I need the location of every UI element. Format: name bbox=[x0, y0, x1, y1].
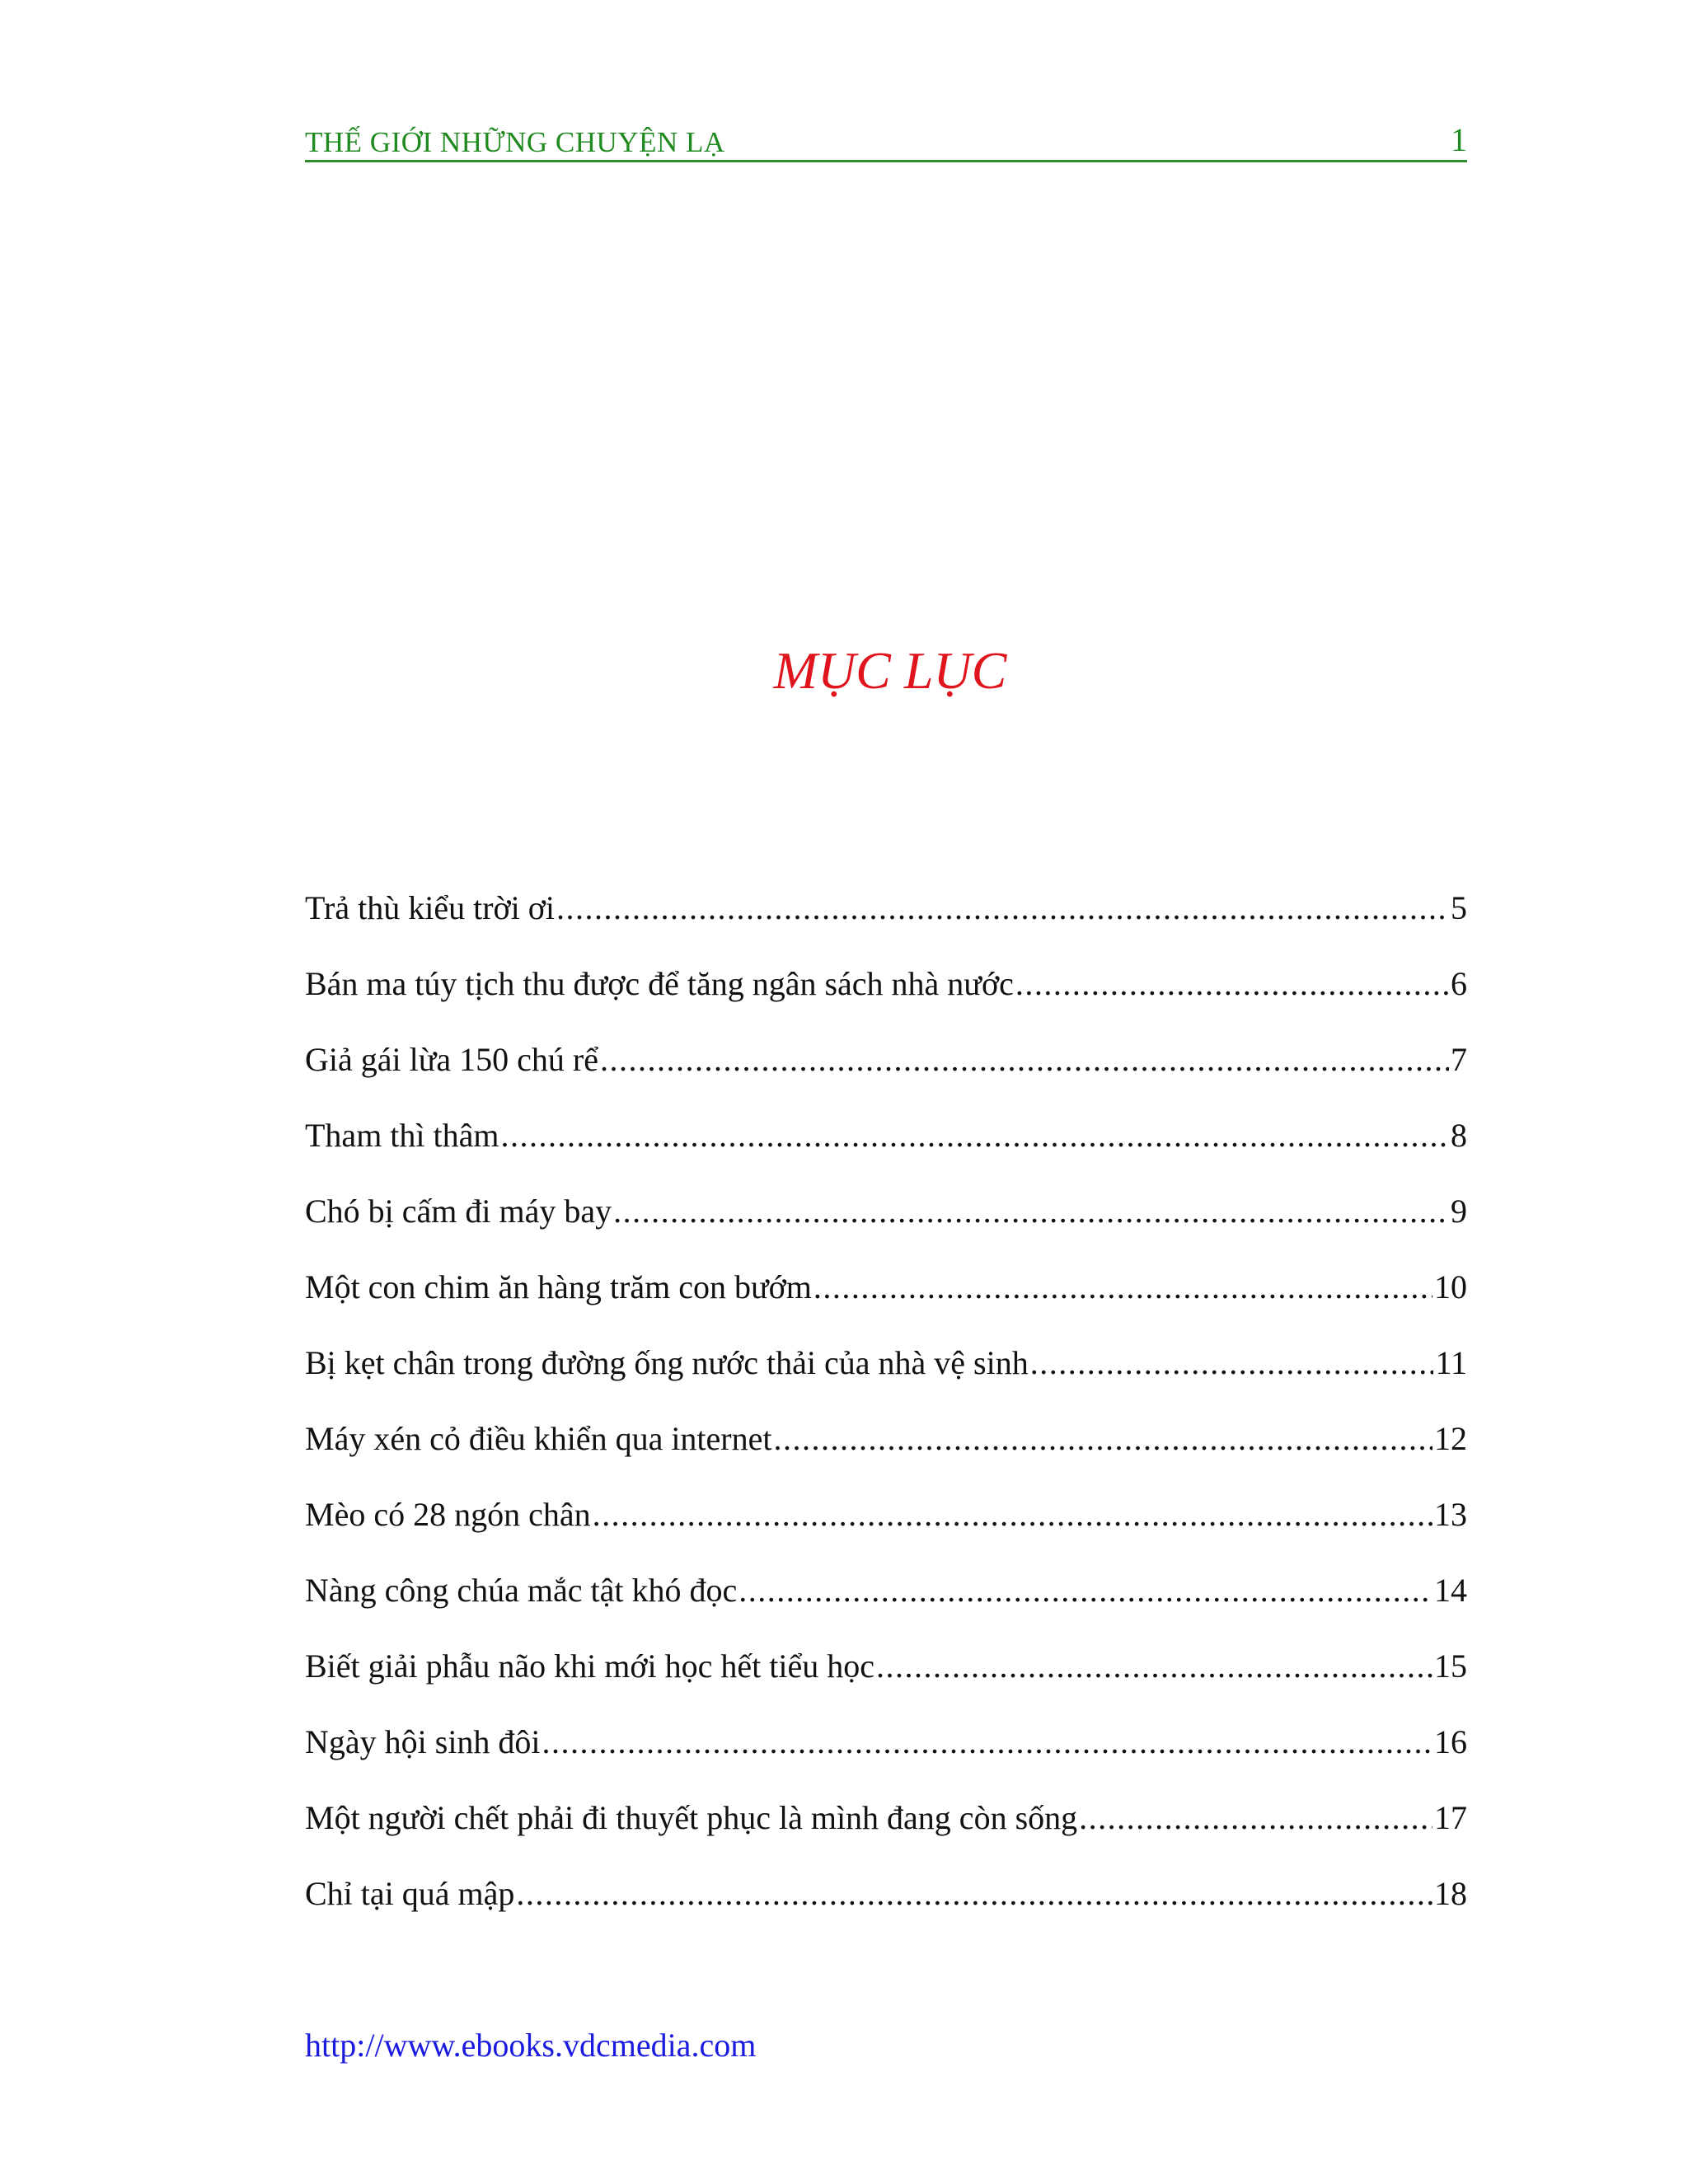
toc-entry-page: 13 bbox=[1434, 1498, 1467, 1533]
toc-dot-leader bbox=[542, 1726, 1432, 1759]
running-header bbox=[305, 117, 1467, 162]
toc-entry[interactable] bbox=[305, 1877, 1467, 1953]
toc-entry-page: 11 bbox=[1435, 1347, 1467, 1381]
toc-entry[interactable] bbox=[305, 1574, 1467, 1650]
toc-dot-leader bbox=[738, 1574, 1432, 1607]
toc-entry-label: Một người chết phải đi thuyết phục là mình đang còn sống bbox=[305, 1802, 1078, 1836]
toc-entry[interactable] bbox=[305, 1271, 1467, 1347]
toc-dot-leader bbox=[516, 1877, 1432, 1910]
toc-entry-page: 14 bbox=[1434, 1574, 1467, 1609]
toc-entry[interactable] bbox=[305, 968, 1467, 1043]
toc-entry-page: 7 bbox=[1451, 1043, 1467, 1078]
toc-entry-label: Bị kẹt chân trong đường ống nước thải của nhà vệ sinh bbox=[305, 1347, 1029, 1381]
toc-entry[interactable] bbox=[305, 1498, 1467, 1574]
toc-entry-page: 5 bbox=[1451, 892, 1467, 926]
toc-entry-label: Chỉ tại quá mập bbox=[305, 1877, 515, 1912]
toc-entry[interactable] bbox=[305, 1195, 1467, 1271]
toc-entry-label: Tham thì thâm bbox=[305, 1119, 499, 1154]
toc-entry-page: 12 bbox=[1434, 1422, 1467, 1457]
toc-entry-page: 10 bbox=[1434, 1271, 1467, 1305]
toc-entry[interactable] bbox=[305, 1043, 1467, 1119]
header-page-number: 1 bbox=[1451, 121, 1467, 158]
toc-entry[interactable] bbox=[305, 892, 1467, 968]
footer-link[interactable]: http://www.ebooks.vdcmedia.com bbox=[305, 2027, 757, 2064]
toc-entry-page: 6 bbox=[1451, 968, 1467, 1002]
toc-dot-leader bbox=[1030, 1347, 1434, 1380]
toc-entry-label: Máy xén cỏ điều khiển qua internet bbox=[305, 1422, 772, 1457]
toc-heading: MỤC LỤC bbox=[773, 641, 1007, 700]
toc-dot-leader bbox=[593, 1498, 1432, 1531]
toc-dot-leader bbox=[600, 1043, 1449, 1076]
toc-dot-leader bbox=[814, 1271, 1432, 1304]
toc-dot-leader bbox=[556, 892, 1449, 925]
toc-entry-label: Mèo có 28 ngón chân bbox=[305, 1498, 591, 1533]
toc-entry-page: 16 bbox=[1434, 1726, 1467, 1760]
toc-dot-leader bbox=[1079, 1802, 1432, 1835]
toc-entry-label: Một con chim ăn hàng trăm con bướm bbox=[305, 1271, 812, 1305]
toc-entry-label: Trả thù kiểu trời ơi bbox=[305, 892, 556, 926]
toc-dot-leader bbox=[773, 1422, 1432, 1455]
table-of-contents bbox=[305, 892, 1467, 1953]
toc-entry-label: Ngày hội sinh đôi bbox=[305, 1726, 541, 1760]
toc-entry-label: Chó bị cấm đi máy bay bbox=[305, 1195, 612, 1230]
toc-entry[interactable] bbox=[305, 1347, 1467, 1422]
toc-dot-leader bbox=[501, 1119, 1449, 1152]
toc-entry[interactable] bbox=[305, 1650, 1467, 1726]
toc-entry-label: Nàng công chúa mắc tật khó đọc bbox=[305, 1574, 738, 1609]
toc-entry[interactable] bbox=[305, 1119, 1467, 1195]
toc-entry-page: 18 bbox=[1434, 1877, 1467, 1912]
toc-entry[interactable] bbox=[305, 1802, 1467, 1877]
toc-dot-leader bbox=[613, 1195, 1449, 1228]
toc-entry-page: 8 bbox=[1451, 1119, 1467, 1154]
toc-dot-leader bbox=[1015, 968, 1449, 1001]
toc-entry[interactable] bbox=[305, 1726, 1467, 1802]
toc-entry-page: 17 bbox=[1434, 1802, 1467, 1836]
toc-dot-leader bbox=[876, 1650, 1432, 1683]
toc-entry-page: 9 bbox=[1451, 1195, 1467, 1230]
toc-entry-label: Biết giải phẫu não khi mới học hết tiểu học bbox=[305, 1650, 874, 1685]
toc-entry-page: 15 bbox=[1434, 1650, 1467, 1685]
toc-entry-label: Giả gái lừa 150 chú rể bbox=[305, 1043, 598, 1078]
toc-entry[interactable] bbox=[305, 1422, 1467, 1498]
toc-entry-label: Bán ma túy tịch thu được để tăng ngân sách nhà nước bbox=[305, 968, 1014, 1002]
header-title: THẾ GIỚI NHỮNG CHUYỆN LẠ bbox=[305, 126, 725, 158]
